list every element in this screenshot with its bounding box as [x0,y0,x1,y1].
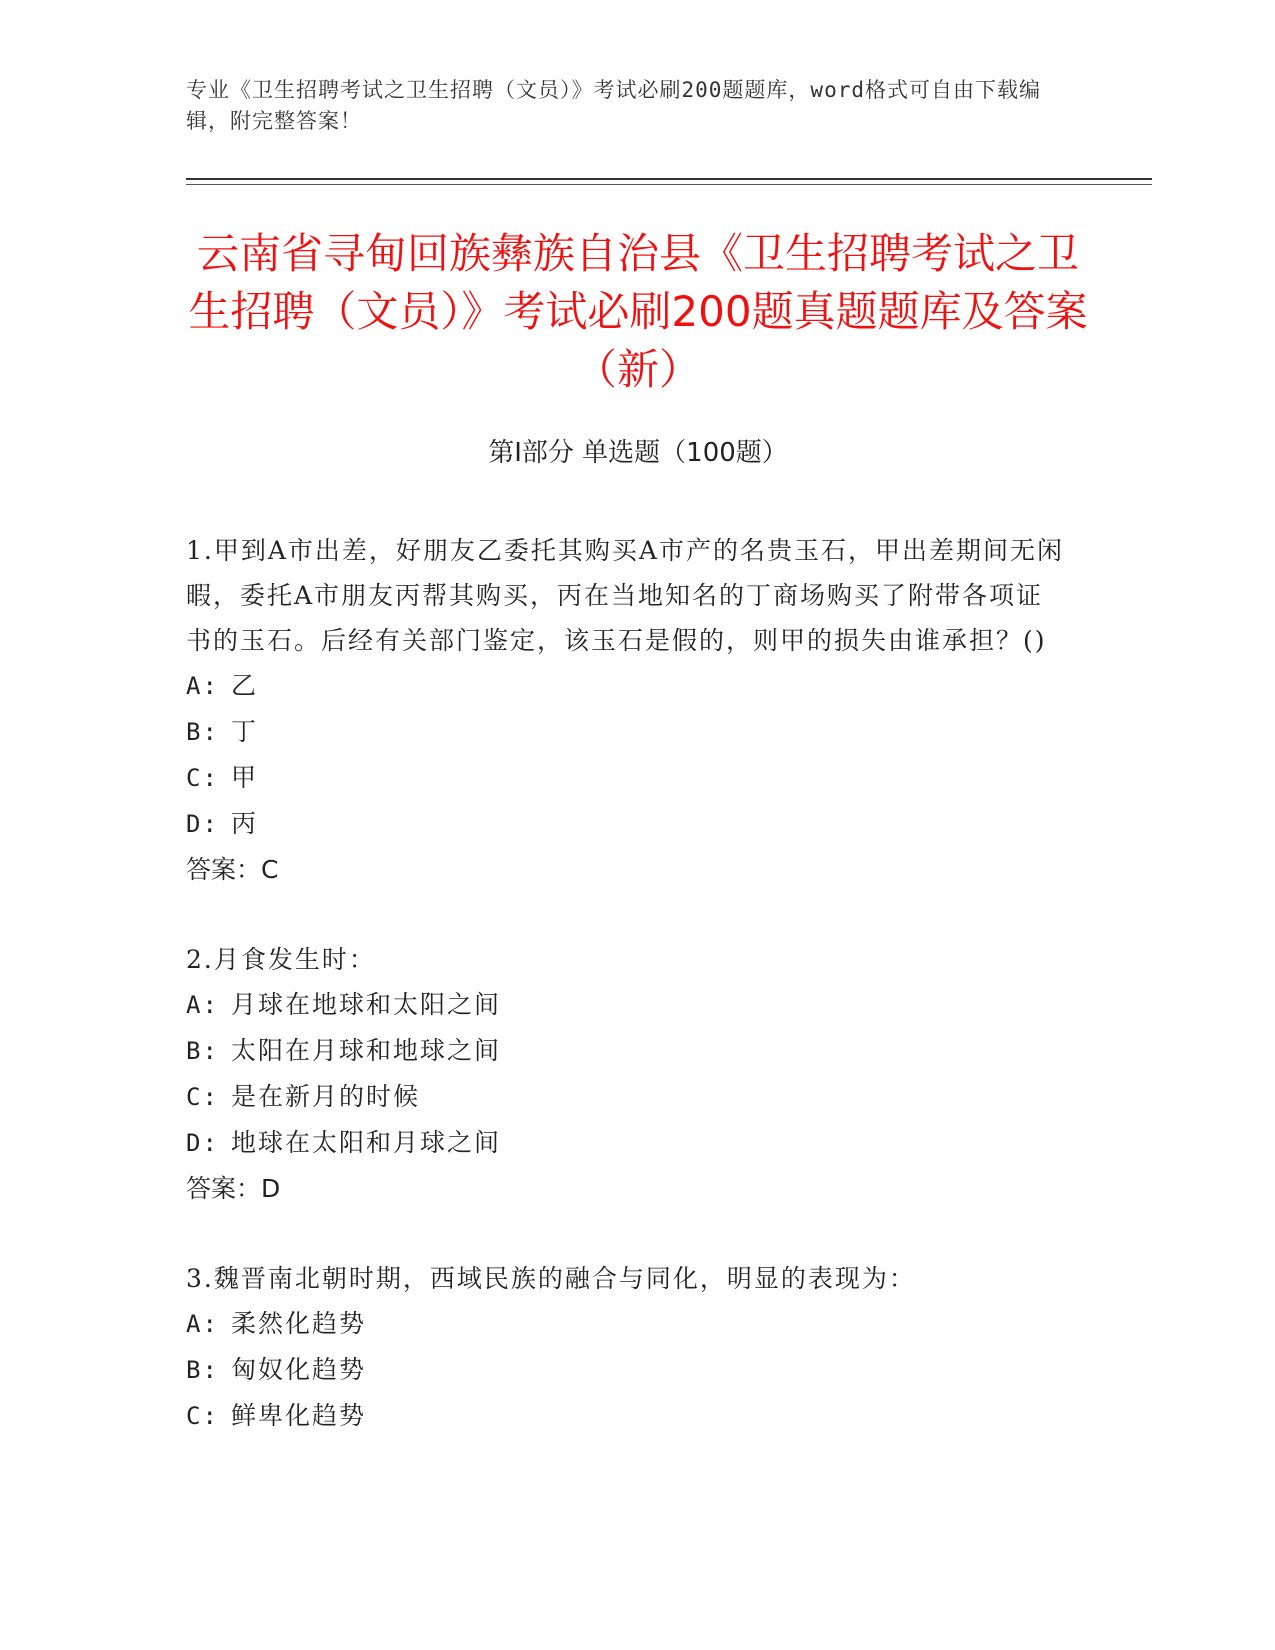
option-key: B: [186,1037,219,1065]
option-a [186,982,1066,1028]
option-text: 地球在太阳和月球之间 [231,1128,502,1157]
option-d [186,801,1066,847]
option-key: C: [186,764,219,792]
option-text: 是在新月的时候 [231,1082,421,1111]
option-text: 鲜卑化趋势 [231,1401,367,1430]
section-heading: 第Ⅰ部分 单选题（100题） [488,438,788,468]
option-key: B: [186,1356,219,1384]
option-text: 月球在地球和太阳之间 [231,990,502,1019]
option-key: A: [186,991,219,1019]
option-key: A: [186,672,219,700]
option-text: 丙 [231,809,259,838]
option-b [186,1028,1066,1074]
option-key: B: [186,718,219,746]
document-title: 云南省寻甸回族彝族自治县《卫生招聘考试之卫生招聘（文员）》考试必刷200题真题题库及答案（新） [188,229,1088,394]
header-note: 专业《卫生招聘考试之卫生招聘（文员）》考试必刷200题题库，word格式可自由下载编辑，附完整答案！ [186,78,1041,133]
question-stem: 3.魏晋南北朝时期，西域民族的融合与同化，明显的表现为： [186,1264,916,1293]
option-a [186,1301,1066,1347]
option-c [186,755,1066,801]
option-key: D: [186,810,219,838]
option-d [186,1120,1066,1166]
option-text: 丁 [231,717,259,746]
option-key: A: [186,1310,219,1338]
question-1 [186,528,1066,892]
option-c [186,1074,1066,1120]
question-stem: 1.甲到A市出差，好朋友乙委托其购买A市产的名贵玉石，甲出差期间无闲暇，委托A市朋友丙帮其购买，丙在当地知名的丁商场购买了附带各项证书的玉石。后经有关部门鉴定，该玉石是假的，则甲的损失由谁承担？() [186,536,1064,655]
option-text: 甲 [231,763,259,792]
option-text: 匈奴化趋势 [231,1355,367,1384]
option-a [186,663,1066,709]
option-key: D: [186,1129,219,1157]
question-3 [186,1256,1066,1439]
question-2 [186,937,1066,1211]
answer-line: 答案：C [186,855,279,884]
option-key: C: [186,1402,219,1430]
option-c [186,1393,1066,1439]
option-text: 柔然化趋势 [231,1309,367,1338]
header-rule-thin [186,184,1152,185]
option-b [186,1347,1066,1393]
option-b [186,709,1066,755]
option-key: C: [186,1083,219,1111]
option-text: 乙 [231,671,259,700]
option-text: 太阳在月球和地球之间 [231,1036,502,1065]
header-rule-thick [186,178,1152,180]
question-list [186,528,1066,1484]
answer-line: 答案：D [186,1174,281,1203]
question-stem: 2.月食发生时： [186,945,376,974]
